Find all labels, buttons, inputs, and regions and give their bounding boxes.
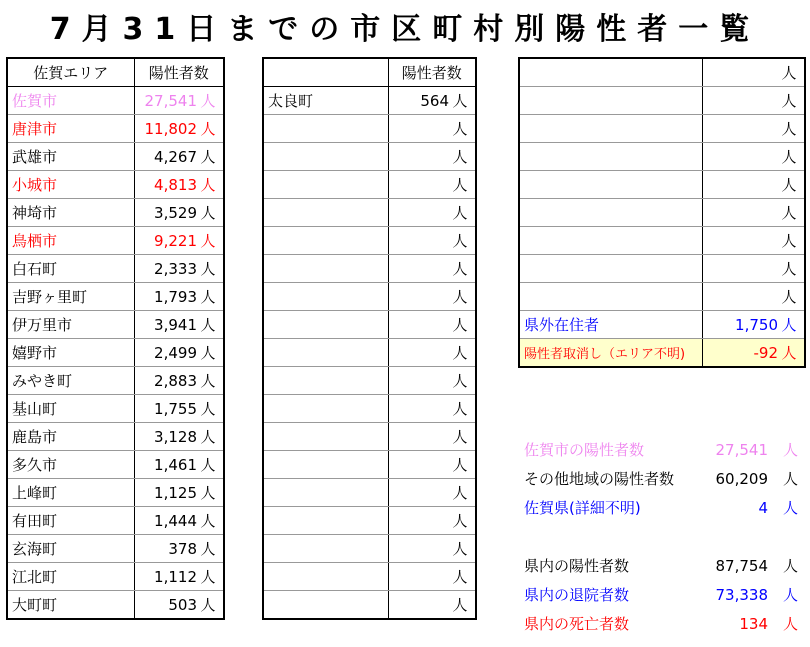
table-row [7,367,224,395]
table-header [263,58,476,87]
count-unit: 人 [452,372,468,390]
table-row [7,395,224,423]
table-row [7,451,224,479]
table-header [7,58,224,87]
area-count [134,367,224,395]
count-value: 1,793 [154,288,197,306]
area-name [519,283,702,311]
count-value: 3,529 [154,204,197,222]
table-row [7,199,224,227]
table-row [519,199,805,227]
table-row [7,283,224,311]
area-count [134,339,224,367]
summary-unit: 人 [782,441,798,459]
header-area [263,58,388,87]
count-unit: 人 [452,176,468,194]
table-row [7,171,224,199]
count-value: 503 [168,596,197,614]
table-row [519,171,805,199]
area-count [388,227,476,255]
count-value: 564 [420,92,449,110]
area-count [134,423,224,451]
area-count [388,507,476,535]
area-count [134,563,224,591]
area-count [388,115,476,143]
count-value: 1,112 [154,568,197,586]
area-count [134,115,224,143]
area-name [263,451,388,479]
page-title: 7月31日までの市区町村別陽性者一覧 [49,12,761,47]
count-unit: 人 [452,288,468,306]
area-name [263,563,388,591]
area-name: 佐賀市 [7,87,134,115]
area-count [388,143,476,171]
area-count [388,283,476,311]
count-unit: 人 [452,260,468,278]
area-count [702,339,805,368]
area-name [519,255,702,283]
count-unit: 人 [200,232,216,250]
table-row [519,311,805,339]
count-unit: 人 [200,428,216,446]
area-name: みやき町 [7,367,134,395]
table-row [263,451,476,479]
table-row [7,423,224,451]
table-row [7,339,224,367]
count-value: 11,802 [144,120,197,138]
summary-label: 県内の退院者数 [524,586,630,604]
table-row [7,535,224,563]
area-name: 鳥栖市 [7,227,134,255]
table-row [7,507,224,535]
count-unit: 人 [200,568,216,586]
area-count [702,255,805,283]
count-unit: 人 [200,456,216,474]
area-count [388,255,476,283]
count-value: 1,444 [154,512,197,530]
count-unit: 人 [200,484,216,502]
table-row [7,143,224,171]
summary-label: 県内の死亡者数 [524,615,630,633]
count-unit: 人 [781,316,797,334]
count-unit: 人 [781,204,797,222]
table-row [519,143,805,171]
count-unit: 人 [200,92,216,110]
area-count [134,255,224,283]
summary-pref-deaths [521,610,806,638]
summary-label: その他地域の陽性者数 [524,470,675,488]
table-row [263,423,476,451]
count-unit: 人 [781,120,797,138]
area-name [263,367,388,395]
count-unit: 人 [452,456,468,474]
table-row [7,591,224,620]
count-value: 1,125 [154,484,197,502]
summary-value: 27,541 [715,441,768,459]
area-count [388,591,476,620]
count-value: 1,461 [154,456,197,474]
area-count [702,199,805,227]
header-count: 陽性者数 [388,58,476,87]
area-count [388,311,476,339]
summary-pref-discharged [521,581,806,609]
summary-value: 87,754 [715,557,768,575]
header-count: 陽性者数 [134,58,224,87]
count-unit: 人 [452,204,468,222]
area-count [388,479,476,507]
count-unit: 人 [452,512,468,530]
area-name: 基山町 [7,395,134,423]
table-row [263,227,476,255]
count-value: 3,128 [154,428,197,446]
table-row [263,591,476,620]
summary-saga-city [521,436,806,464]
area-name [263,143,388,171]
table-row [263,283,476,311]
table-row [263,311,476,339]
count-unit: 人 [452,120,468,138]
summary-other-areas [521,465,806,493]
area-name [519,143,702,171]
area-count [388,535,476,563]
summary-unit: 人 [782,586,798,604]
area-count [134,479,224,507]
area-name [263,171,388,199]
area-name [263,199,388,227]
area-name: 吉野ヶ里町 [7,283,134,311]
count-value: 1,750 [735,316,778,334]
area-table-1 [6,57,225,620]
count-value: 27,541 [144,92,197,110]
table-row [263,535,476,563]
area-name [519,227,702,255]
area-name: 嬉野市 [7,339,134,367]
area-count [388,451,476,479]
table-row [263,199,476,227]
count-value: 378 [168,540,197,558]
summary-label: 佐賀県(詳細不明) [524,499,641,517]
table-row [263,87,476,115]
area-count [388,199,476,227]
area-count [388,87,476,115]
count-unit: 人 [200,288,216,306]
area-count [134,283,224,311]
count-unit: 人 [452,428,468,446]
area-name [263,255,388,283]
area-name: 唐津市 [7,115,134,143]
count-unit: 人 [781,176,797,194]
summary-label: 佐賀市の陽性者数 [524,441,645,459]
table-row [7,115,224,143]
count-unit: 人 [781,92,797,110]
summary-unit: 人 [782,499,798,517]
count-value: -92 [753,344,778,362]
count-unit: 人 [452,400,468,418]
area-table-2 [262,57,477,620]
count-unit: 人 [452,568,468,586]
area-count [134,451,224,479]
table-row [263,507,476,535]
area-name [263,591,388,620]
area-name [519,58,702,87]
table-row [263,171,476,199]
table-row [7,311,224,339]
count-unit: 人 [781,344,797,362]
area-count [388,171,476,199]
table-row [519,283,805,311]
summary-unit: 人 [782,615,798,633]
count-unit: 人 [781,288,797,306]
area-name [519,87,702,115]
count-unit: 人 [200,148,216,166]
area-count [702,171,805,199]
area-count [702,58,805,87]
area-count [134,395,224,423]
area-count [702,143,805,171]
count-unit: 人 [781,232,797,250]
summary-unit: 人 [782,470,798,488]
count-value: 4,267 [154,148,197,166]
table-row [263,563,476,591]
area-name [263,311,388,339]
area-name: 江北町 [7,563,134,591]
table-row [519,227,805,255]
area-name [263,395,388,423]
area-name [263,115,388,143]
area-name: 玄海町 [7,535,134,563]
count-unit: 人 [200,596,216,614]
table-row [263,339,476,367]
table-row [263,367,476,395]
area-count [388,423,476,451]
count-unit: 人 [200,540,216,558]
area-count [134,87,224,115]
area-count [702,227,805,255]
count-value: 4,813 [154,176,197,194]
area-count [134,311,224,339]
count-value: 2,499 [154,344,197,362]
table-row [519,58,805,87]
area-name: 鹿島市 [7,423,134,451]
table-row [7,479,224,507]
count-unit: 人 [452,540,468,558]
area-name: 有田町 [7,507,134,535]
area-count [702,115,805,143]
count-unit: 人 [200,400,216,418]
area-name [263,283,388,311]
area-name [263,479,388,507]
area-count [388,339,476,367]
area-table-3 [518,57,806,368]
count-unit: 人 [200,512,216,530]
count-unit: 人 [452,484,468,502]
summary-value: 60,209 [715,470,768,488]
table-row [263,143,476,171]
count-unit: 人 [452,344,468,362]
area-count [134,143,224,171]
summary-saga-pref-unknown [521,494,806,522]
count-value: 9,221 [154,232,197,250]
area-name: 県外在住者 [519,311,702,339]
count-unit: 人 [452,596,468,614]
table-row [7,255,224,283]
table-row [519,339,805,368]
area-name: 太良町 [263,87,388,115]
area-name: 多久市 [7,451,134,479]
table-row [519,255,805,283]
count-unit: 人 [781,64,797,82]
table-row [263,255,476,283]
count-unit: 人 [200,120,216,138]
summary-value: 134 [739,615,768,633]
count-unit: 人 [200,176,216,194]
table-row [7,227,224,255]
area-name [519,115,702,143]
table-row [519,115,805,143]
table-row [7,87,224,115]
area-count [388,563,476,591]
area-count [702,283,805,311]
count-unit: 人 [200,372,216,390]
area-name: 伊万里市 [7,311,134,339]
area-name: 陽性者取消し（エリア不明) [519,339,702,368]
area-count [702,87,805,115]
count-value: 2,883 [154,372,197,390]
summary-value: 73,338 [715,586,768,604]
area-count [702,311,805,339]
table-row [263,479,476,507]
summary-unit: 人 [782,557,798,575]
table-row [519,87,805,115]
area-count [134,507,224,535]
area-name: 白石町 [7,255,134,283]
count-unit: 人 [200,260,216,278]
table-row [263,395,476,423]
area-count [134,227,224,255]
count-unit: 人 [452,316,468,334]
area-count [134,199,224,227]
count-value: 3,941 [154,316,197,334]
area-name [263,535,388,563]
area-count [134,591,224,620]
count-unit: 人 [200,204,216,222]
count-unit: 人 [452,232,468,250]
area-name: 上峰町 [7,479,134,507]
summary-block [521,436,806,636]
count-unit: 人 [781,148,797,166]
area-count [388,367,476,395]
area-name [263,507,388,535]
area-name: 大町町 [7,591,134,620]
summary-value: 4 [758,499,768,517]
area-name [263,339,388,367]
table-row [7,563,224,591]
area-name: 武雄市 [7,143,134,171]
area-count [388,395,476,423]
table-row [263,115,476,143]
count-unit: 人 [452,92,468,110]
count-unit: 人 [452,148,468,166]
area-count [134,171,224,199]
summary-label: 県内の陽性者数 [524,557,630,575]
area-name: 小城市 [7,171,134,199]
summary-pref-positive [521,552,806,580]
count-unit: 人 [781,260,797,278]
count-value: 1,755 [154,400,197,418]
count-unit: 人 [200,316,216,334]
area-name: 神埼市 [7,199,134,227]
area-name [519,199,702,227]
area-count [134,535,224,563]
area-name [263,227,388,255]
count-value: 2,333 [154,260,197,278]
area-name [263,423,388,451]
area-name [519,171,702,199]
header-area: 佐賀エリア [7,58,134,87]
count-unit: 人 [200,344,216,362]
